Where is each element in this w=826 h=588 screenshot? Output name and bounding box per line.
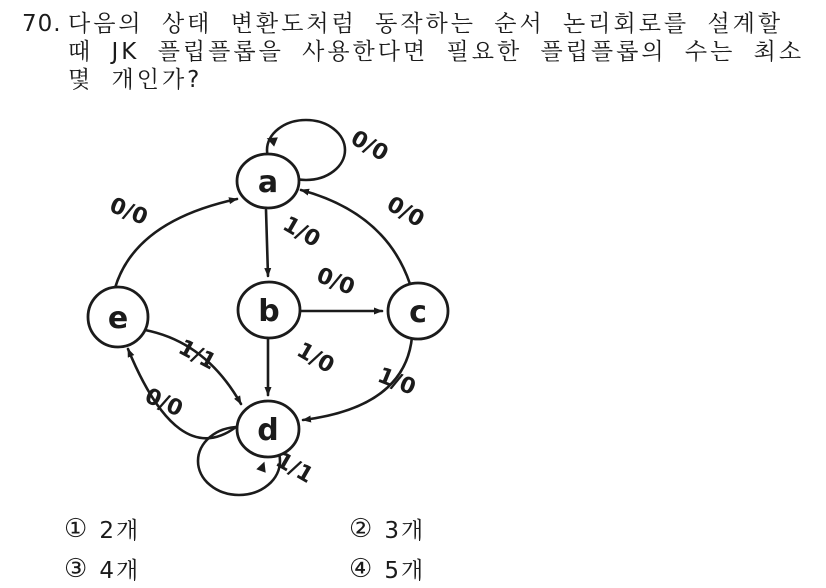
state-c	[388, 283, 448, 339]
question-number: 70.	[22, 11, 62, 37]
answer-option-4	[349, 552, 425, 585]
state-a	[237, 154, 299, 208]
question-block	[22, 10, 804, 94]
transition-arrow-a-to-b	[266, 210, 268, 276]
transition-label-b-to-d: 1/0	[292, 337, 339, 379]
state-label-d: d	[257, 413, 279, 448]
option-2-marker: ②	[349, 513, 373, 544]
option-3-marker: ③	[64, 553, 88, 584]
state-label-b: b	[258, 294, 280, 329]
state-e	[88, 287, 148, 347]
option-2-text: 3개	[384, 518, 426, 544]
state-label-e: e	[107, 301, 129, 336]
state-b	[238, 282, 300, 338]
question-line-1: 다음의 상태 변환도처럼 동작하는 순서 논리회로를 설계할	[68, 11, 784, 37]
answer-option-1	[64, 512, 140, 545]
transition-label-b-to-c: 0/0	[312, 263, 359, 301]
answer-option-3	[64, 552, 140, 585]
transition-label-c-to-a: 0/0	[382, 191, 429, 233]
transition-label-c-to-d: 1/0	[373, 363, 420, 401]
self-loop-d-arrowhead	[256, 460, 269, 473]
answer-option-2	[349, 512, 425, 545]
question-text	[68, 10, 804, 94]
transition-label-a-to-a: 0/0	[346, 125, 393, 167]
transition-label-e-to-d: 1/1	[174, 335, 220, 376]
option-3-text: 4개	[99, 558, 141, 584]
option-1-marker: ①	[64, 513, 88, 544]
transition-label-e-to-a: 0/0	[105, 193, 152, 231]
question-line-3: 몇 개인가?	[68, 67, 203, 93]
transition-label-d-to-e: 0/0	[140, 383, 187, 423]
state-transition-diagram	[60, 110, 520, 510]
state-label-c: c	[409, 295, 427, 330]
transition-label-d-to-d: 1/1	[271, 447, 318, 489]
option-4-marker: ④	[349, 553, 373, 584]
option-1-text: 2개	[99, 518, 141, 544]
option-4-text: 5개	[384, 558, 426, 584]
state-d	[237, 401, 299, 457]
transition-label-a-to-b: 1/0	[278, 211, 325, 253]
question-line-2: 때 JK 플립플롭을 사용한다면 필요한 플립플롭의 수는 최소	[68, 39, 805, 65]
state-label-a: a	[257, 165, 279, 200]
transition-arrow-d-to-e	[128, 349, 236, 438]
